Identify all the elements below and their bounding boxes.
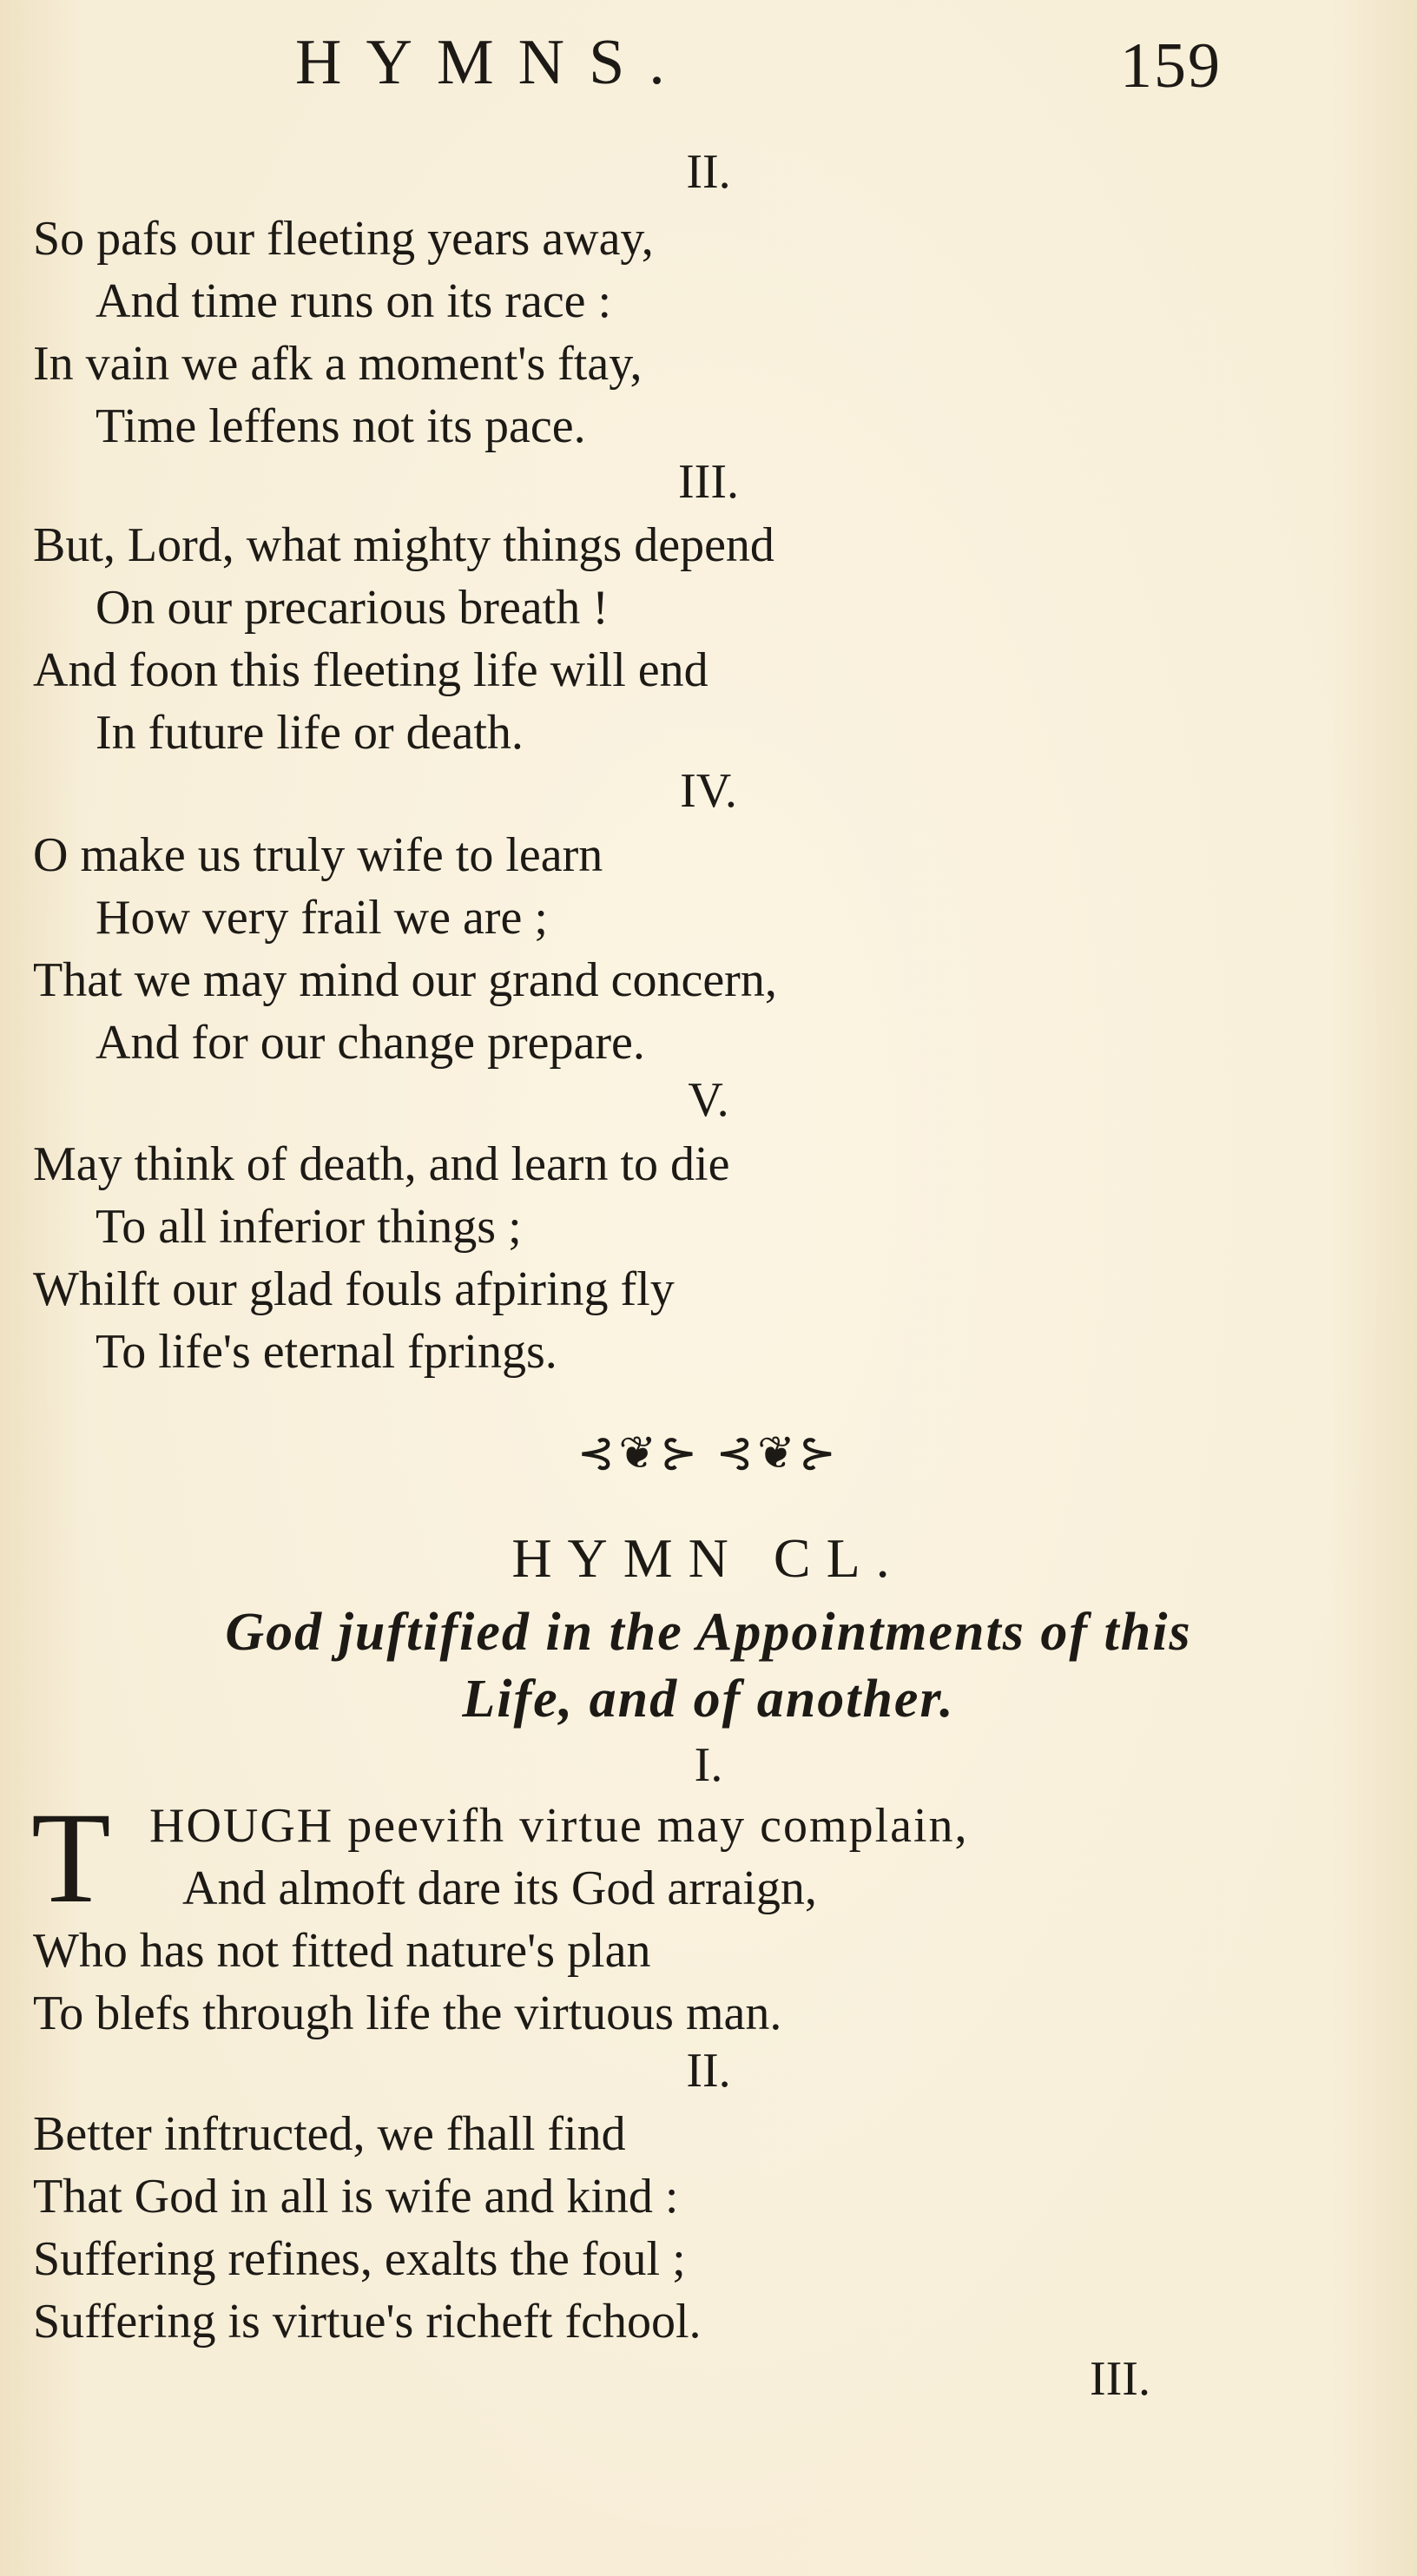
verse-line: In future life or death. xyxy=(96,706,524,760)
page-number: 159 xyxy=(1120,30,1222,102)
verse-line: O make us truly wife to learn xyxy=(33,828,603,882)
drop-cap: T xyxy=(31,1786,111,1930)
verse-line: And foon this fleeting life will end xyxy=(33,643,708,697)
verse-line: HOUGH peevifh virtue may complain, xyxy=(149,1799,969,1853)
catchword: III. xyxy=(1090,2352,1150,2406)
verse-line: And for our change prepare. xyxy=(96,1016,645,1070)
verse-line: Better inftructed, we fhall find xyxy=(33,2107,626,2161)
stanza-number: I. xyxy=(694,1738,723,1792)
verse-line: Time leffens not its pace. xyxy=(96,399,586,453)
verse-line: Suffering refines, exalts the foul ; xyxy=(33,2232,686,2286)
verse-line: And time runs on its race : xyxy=(96,274,612,328)
verse-line: Suffering is virtue's richeft fchool. xyxy=(33,2295,702,2349)
stanza-number: IV. xyxy=(680,764,737,818)
verse-line: On our precarious breath ! xyxy=(96,581,609,635)
verse-line: How very frail we are ; xyxy=(96,891,548,945)
verse-line: But, Lord, what mighty things depend xyxy=(33,518,774,572)
hymn-subtitle: Life, and of another. xyxy=(462,1670,955,1729)
verse-line: To all inferior things ; xyxy=(96,1200,522,1254)
verse-line: To life's eternal fprings. xyxy=(96,1325,557,1379)
verse-line: And almoft dare its God arraign, xyxy=(182,1861,817,1915)
verse-line: That we may mind our grand concern, xyxy=(33,953,777,1007)
verse-line: Whilft our glad fouls afpiring fly xyxy=(33,1262,675,1316)
verse-line: In vain we afk a moment's ftay, xyxy=(33,337,643,391)
verse-line: May think of death, and learn to die xyxy=(33,1137,730,1191)
verse-line: To blefs through life the virtuous man. xyxy=(33,1986,782,2040)
stanza-number: V. xyxy=(688,1073,729,1127)
hymn-subtitle: God juftified in the Appointments of this xyxy=(225,1603,1192,1662)
verse-line: So pafs our fleeting years away, xyxy=(33,212,654,266)
hymn-heading: HYMN CL. xyxy=(511,1527,906,1589)
stanza-number: II. xyxy=(686,145,731,199)
verse-line: Who has not fitted nature's plan xyxy=(33,1924,651,1978)
printers-ornament: ⊰❦⊱ ⊰❦⊱ xyxy=(577,1429,840,1479)
running-title: HYMNS. xyxy=(295,27,689,98)
verse-line: That God in all is wife and kind : xyxy=(33,2170,679,2224)
stanza-number: II. xyxy=(686,2044,731,2098)
stanza-number: III. xyxy=(678,455,739,509)
